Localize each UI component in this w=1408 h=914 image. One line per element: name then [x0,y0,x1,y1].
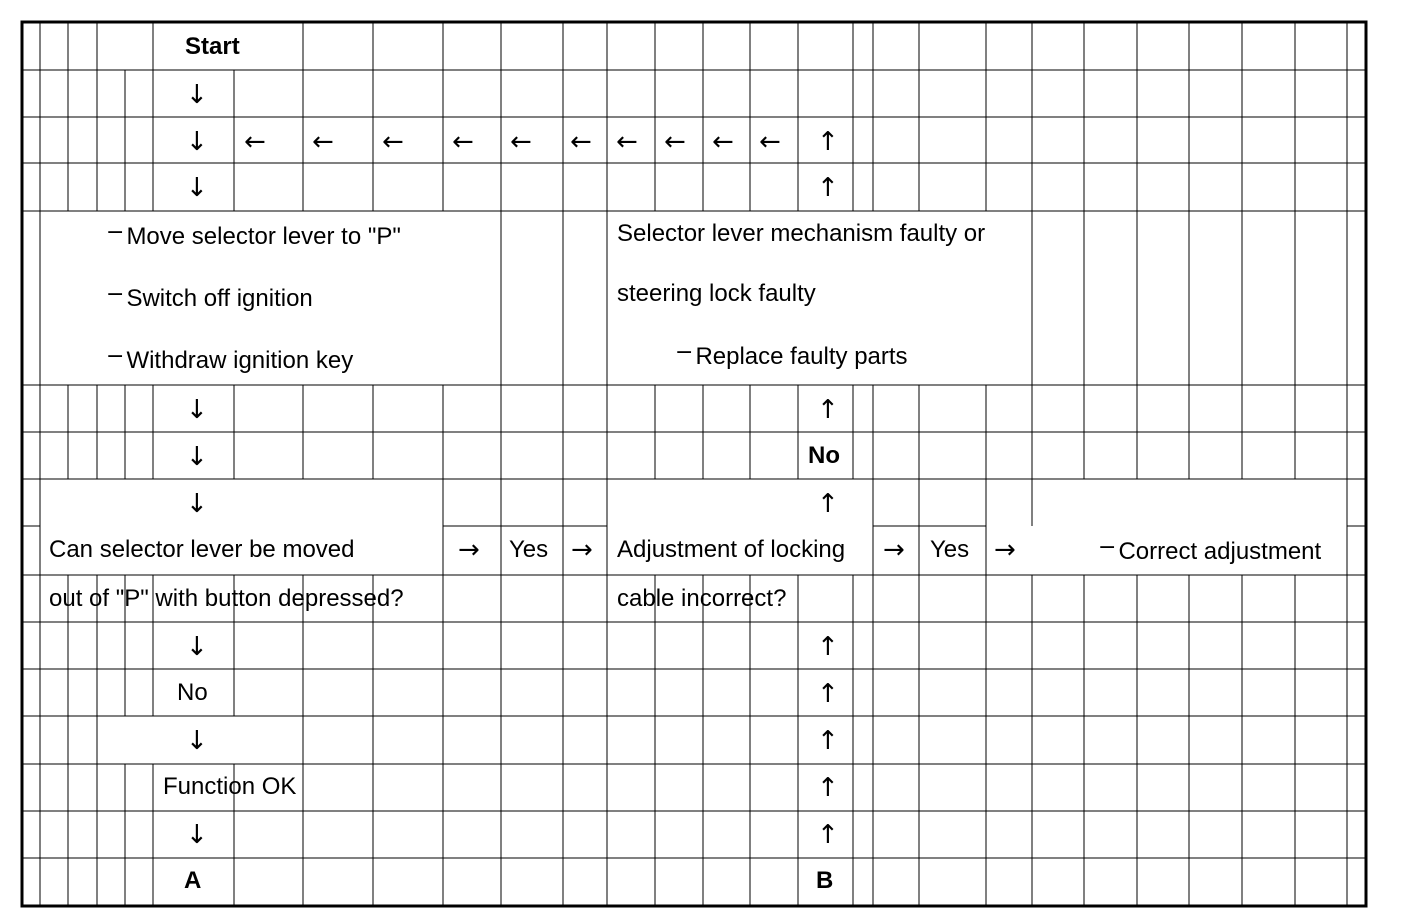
step-withdraw-key: − Withdraw ignition key [106,347,353,376]
arrow-up-icon: ↑ [817,726,839,756]
yes-label: Yes [930,536,970,563]
action-correct-adjustment: − Correct adjustment [1098,538,1321,567]
arrow-left-icon: ← [664,127,686,157]
arrow-right-icon: → [571,535,593,565]
arrow-up-icon: ↑ [817,127,839,157]
arrow-right-icon: → [458,535,480,565]
arrow-right-icon: → [883,535,905,565]
arrow-up-icon: ↑ [817,173,839,203]
step-switch-off-ignition: − Switch off ignition [106,285,313,314]
fault-description-line1: Selector lever mechanism faulty or [617,220,986,247]
arrow-down-icon: ↓ [186,820,208,850]
arrow-up-icon: ↑ [817,395,839,425]
no-label: No [177,679,208,706]
arrow-left-icon: ← [759,127,781,157]
arrow-left-icon: ← [570,127,592,157]
function-ok-label: Function OK [163,773,297,800]
question-selector-line1: Can selector lever be moved [49,536,355,563]
fault-description-line2: steering lock faulty [617,280,816,307]
arrow-up-icon: ↑ [817,632,839,662]
arrow-left-icon: ← [510,127,532,157]
step-move-selector: − Move selector lever to "P" [106,223,401,252]
arrow-up-icon: ↑ [817,679,839,709]
connector-a: A [184,867,202,894]
fault-action-replace-parts: − Replace faulty parts [675,343,908,372]
arrow-up-icon: ↑ [817,820,839,850]
start-label: Start [185,33,240,60]
arrow-up-icon: ↑ [817,773,839,803]
arrow-down-icon: ↓ [186,80,208,110]
arrow-down-icon: ↓ [186,127,208,157]
no-label: No [808,442,840,469]
arrow-right-icon: → [994,535,1016,565]
arrow-left-icon: ← [712,127,734,157]
arrow-down-icon: ↓ [186,632,208,662]
arrow-down-icon: ↓ [186,489,208,519]
connector-b: B [816,867,834,894]
question-selector-line2: out of "P" with button depressed? [49,585,404,612]
question-cable-line1: Adjustment of locking [617,536,846,563]
arrow-down-icon: ↓ [186,173,208,203]
arrow-left-icon: ← [382,127,404,157]
arrow-up-icon: ↑ [817,489,839,519]
arrow-down-icon: ↓ [186,726,208,756]
arrow-left-icon: ← [244,127,266,157]
arrow-left-icon: ← [452,127,474,157]
arrow-down-icon: ↓ [186,395,208,425]
arrow-down-icon: ↓ [186,442,208,472]
question-cable-line2: cable incorrect? [617,585,787,612]
arrow-left-icon: ← [616,127,638,157]
yes-label: Yes [509,536,549,563]
arrow-left-icon: ← [312,127,334,157]
